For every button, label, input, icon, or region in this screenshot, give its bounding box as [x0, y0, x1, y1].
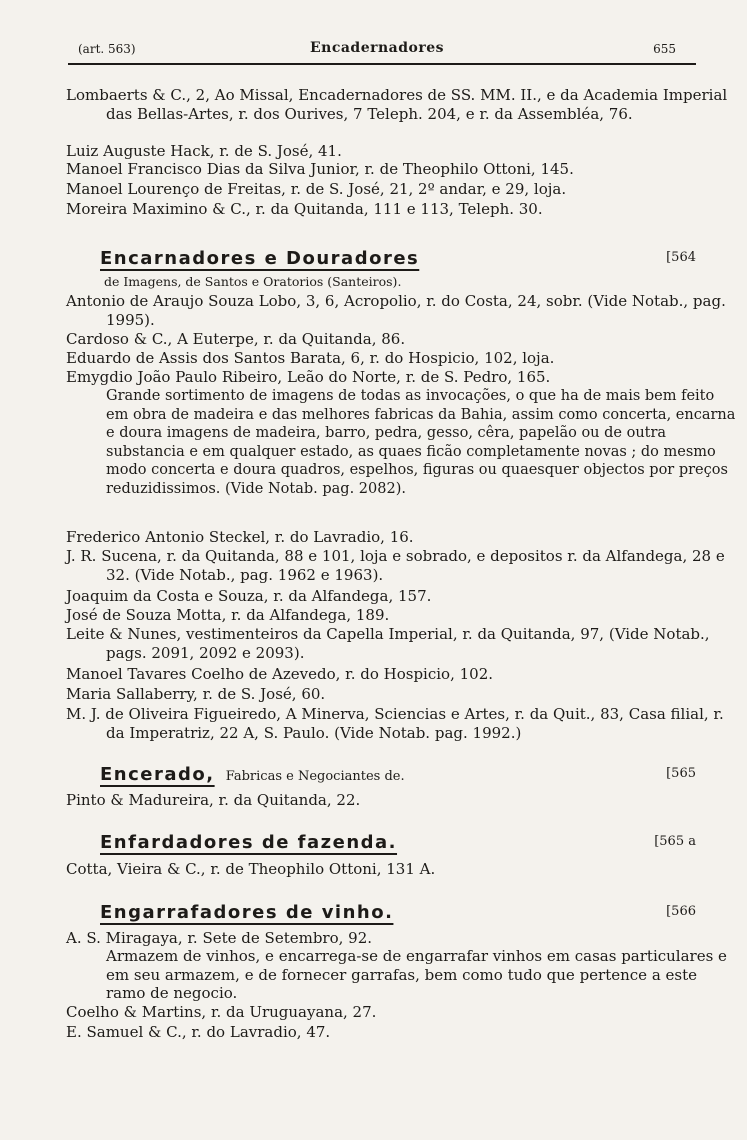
section-subtitle: Fabricas e Negociantes de. [225, 769, 405, 784]
entry-emygdio-ribeiro: Emygdio João Paulo Ribeiro, Leão do Norte, r. de S. Pedro, 165. [66, 368, 551, 386]
entry-description: Armazem de vinhos, e encarrega-se de engarrafar vinhos em casas particulares e em seu armazem, e de fornecer garrafas, bem como tudo que pertence a este ramo de negocio. [106, 947, 727, 1002]
entry-manoel-freitas: Manoel Lourenço de Freitas, r. de S. José, 21, 2º andar, e 29, loja. [66, 180, 567, 198]
entry-antonio-lobo: Antonio de Araujo Souza Lobo, 3, 6, Acropolio, r. do Costa, 24, sobr. (Vide Notab., pag. 1995). [66, 292, 726, 329]
section-subtitle: de Imagens, de Santos e Oratorios (Santeiros). [104, 274, 402, 289]
entry-description: Grande sortimento de imagens de todas as invocações, o que ha de mais bem feito em obra de madeira e das melhores fabricas da Bahia, assim como concerta, encarna e doura imagens de madeira, barro, pedra, gesso, cêra, papelão ou de outra substancia e em qualquer estado, as quaes ficão completamente novas ; do mesmo modo concerta e doura quadros, espelhos, figuras ou quaesquer objectos por preços reduzidissimos. (Vide Notab. pag. 2082). [106, 388, 736, 497]
section-number: [566 [666, 904, 696, 919]
section-encarnadores [100, 248, 700, 274]
entry-lombaerts: Lombaerts & C., 2, Ao Missal, Encadernadores de SS. MM. II., e da Academia Imperial das Bellas-Artes, r. dos Ourives, 7 Teleph. 204, e r. da Assembléa, 76. [66, 86, 728, 123]
entry-frederico-steckel: Frederico Antonio Steckel, r. do Lavradio, 16. [66, 528, 414, 546]
entry-luiz-hack: Luiz Auguste Hack, r. de S. José, 41. [66, 142, 342, 160]
section-title: Encarnadores e Douradores [100, 248, 420, 269]
section-engarrafadores [100, 902, 700, 928]
entry-figueiredo: M. J. de Oliveira Figueiredo, A Minerva, Sciencias e Artes, r. da Quit., 83, Casa filial, r. da Imperatriz, 22 A, S. Paulo. (Vide Notab. pag. 1992.) [66, 705, 724, 742]
entry-samuel: E. Samuel & C., r. do Lavradio, 47. [66, 1023, 331, 1041]
section-title: Encerado, [100, 764, 215, 785]
entry-joaquim-souza: Joaquim da Costa e Souza, r. da Alfandega, 157. [66, 587, 432, 605]
header-article-range: (art. 563) [78, 42, 136, 56]
entry-eduardo-barata: Eduardo de Assis dos Santos Barata, 6, r. do Hospicio, 102, loja. [66, 349, 555, 367]
entry-maria-sallaberry: Maria Sallaberry, r. de S. José, 60. [66, 685, 326, 703]
entry-leite-nunes: Leite & Nunes, vestimenteiros da Capella Imperial, r. da Quitanda, 97, (Vide Notab., pags. 2091, 2092 e 2093). [66, 625, 710, 662]
section-title: Engarrafadores de vinho. [100, 902, 394, 923]
entry-coelho-martins: Coelho & Martins, r. da Uruguayana, 27. [66, 1003, 377, 1021]
entry-manoel-azevedo: Manoel Tavares Coelho de Azevedo, r. do Hospicio, 102. [66, 665, 494, 683]
page-number: 655 [653, 42, 676, 56]
section-title: Enfardadores de fazenda. [100, 832, 398, 853]
entry-manoel-dias: Manoel Francisco Dias da Silva Junior, r. de Theophilo Ottoni, 145. [66, 160, 574, 178]
page-header [78, 40, 676, 60]
entry-sucena: J. R. Sucena, r. da Quitanda, 88 e 101, loja e sobrado, e depositos r. da Alfandega, 28 e 32. (Vide Notab., pag. 1962 e 1963). [66, 547, 725, 584]
entry-jose-motta: José de Souza Motta, r. da Alfandega, 189. [66, 606, 390, 624]
section-number: [565 a [654, 834, 696, 849]
section-encerado [100, 764, 700, 790]
entry-moreira-maximino: Moreira Maximino & C., r. da Quitanda, 111 e 113, Teleph. 30. [66, 200, 543, 218]
header-title: Encadernadores [309, 40, 445, 56]
entry-cardoso: Cardoso & C., A Euterpe, r. da Quitanda, 86. [66, 330, 406, 348]
entry-pinto-madureira: Pinto & Madureira, r. da Quitanda, 22. [66, 791, 361, 809]
entry-cotta-vieira: Cotta, Vieira & C., r. de Theophilo Ottoni, 131 A. [66, 860, 436, 878]
entry-miragaya: A. S. Miragaya, r. Sete de Setembro, 92. [66, 929, 373, 947]
section-enfardadores [100, 832, 700, 858]
section-number: [565 [666, 766, 696, 781]
header-rule [68, 63, 696, 65]
section-number: [564 [666, 250, 696, 265]
